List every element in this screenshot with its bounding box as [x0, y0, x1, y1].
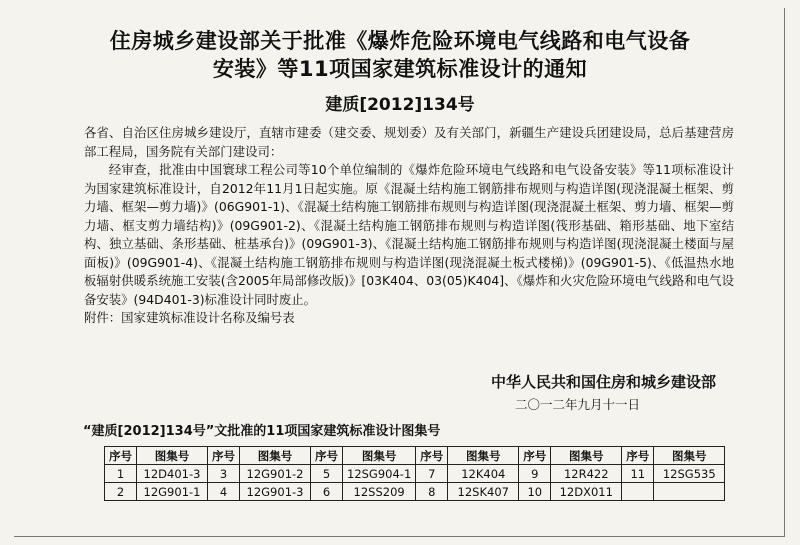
table-cell: 11 [622, 465, 654, 483]
table-cell: 1 [105, 465, 137, 483]
table-header: 图集号 [551, 447, 622, 465]
table-cell: 7 [416, 465, 448, 483]
table-cell: 6 [311, 483, 343, 501]
table-title: “建质[2012]134号”文批准的11项国家建筑标准设计图集号 [83, 424, 441, 439]
table-cell: 9 [519, 465, 551, 483]
table-cell: 12SS209 [343, 483, 416, 501]
table-cell: 12SK407 [448, 483, 519, 501]
table-row [105, 483, 725, 501]
table-cell: 10 [519, 483, 551, 501]
table-header: 图集号 [137, 447, 208, 465]
table-cell: 12K404 [448, 465, 519, 483]
table-cell: 12D401-3 [137, 465, 208, 483]
table-header: 序号 [519, 447, 551, 465]
table-cell: 12SG904-1 [343, 465, 416, 483]
table-header: 图集号 [654, 447, 725, 465]
document-number: 建质[2012]134号 [325, 95, 475, 115]
table-cell: 4 [208, 483, 240, 501]
notice-body [84, 124, 734, 328]
table-cell [622, 483, 654, 501]
table-cell: 12R422 [551, 465, 622, 483]
main-paragraph: 经审查，批准由中国寰球工程公司等10个单位编制的《爆炸危险环境电气线路和电气设备安装》等11项标准设计为国家建筑标准设计，自2012年11月1日起实施。原《混凝土结构施工钢筋排布规则与构造详图(现浇混凝土框架、剪力墙、框架—剪力墙)》(06G901-1)、《混凝土结构施工钢筋排布规则与构造详图(现浇混凝土框架、剪力墙、框架—剪力墙、框支剪力墙结构)》(09G901-2)、《混凝土结构施工钢筋排布规则与构造详图(筏形基础、箱形基础、地下室结构、独立基础、条形基础、桩基承台)》(09G901-3)、《混凝土结构施工钢筋排布规则与构造详图(现浇混凝土楼面与屋面板)》(09G901-4)、《混凝土结构施工钢筋排布规则与构造详图(现浇混凝土板式楼梯)》(09G901-5)、《低温热水地板辐射供暖系统施工安装(含2005年局部修改版)》[03K404、03(05)K404]、《爆炸和火灾危险环境电气线路和电气设备安装》(94D401-3)标准设计同时废止。 [84, 162, 734, 307]
table-cell: 12G901-1 [137, 483, 208, 501]
table-cell: 12DX011 [551, 483, 622, 501]
table-header: 序号 [622, 447, 654, 465]
issuer-signature: 中华人民共和国住房和城乡建设部 [490, 373, 716, 391]
table-header: 序号 [208, 447, 240, 465]
table-cell: 5 [311, 465, 343, 483]
table-cell [654, 483, 725, 501]
table-cell: 12G901-2 [240, 465, 311, 483]
table-header: 序号 [416, 447, 448, 465]
issue-date: 二〇一二年九月十一日 [514, 397, 640, 412]
table-header-row [105, 447, 725, 465]
table-header: 图集号 [448, 447, 519, 465]
notice-title-line2: 安装》等11项国家建筑标准设计的通知 [212, 57, 588, 81]
table-header: 序号 [105, 447, 137, 465]
table-cell: 3 [208, 465, 240, 483]
table-row [105, 465, 725, 483]
table-cell: 2 [105, 483, 137, 501]
table-header: 图集号 [240, 447, 311, 465]
standards-table [104, 446, 725, 501]
table-cell: 12G901-3 [240, 483, 311, 501]
attachment-text: 附件：国家建筑标准设计名称及编号表 [84, 310, 295, 325]
table-cell: 8 [416, 483, 448, 501]
recipients-text: 各省、自治区住房城乡建设厅，直辖市建委（建交委、规划委）及有关部门，新疆生产建设兵团建设局，总后基建营房部工程局，国务院有关部门建设司： [84, 125, 734, 159]
table-header: 序号 [311, 447, 343, 465]
table-cell: 12SG535 [654, 465, 725, 483]
table-header: 图集号 [343, 447, 416, 465]
notice-title-line1: 住房城乡建设部关于批准《爆炸危险环境电气线路和电气设备 [109, 29, 691, 53]
